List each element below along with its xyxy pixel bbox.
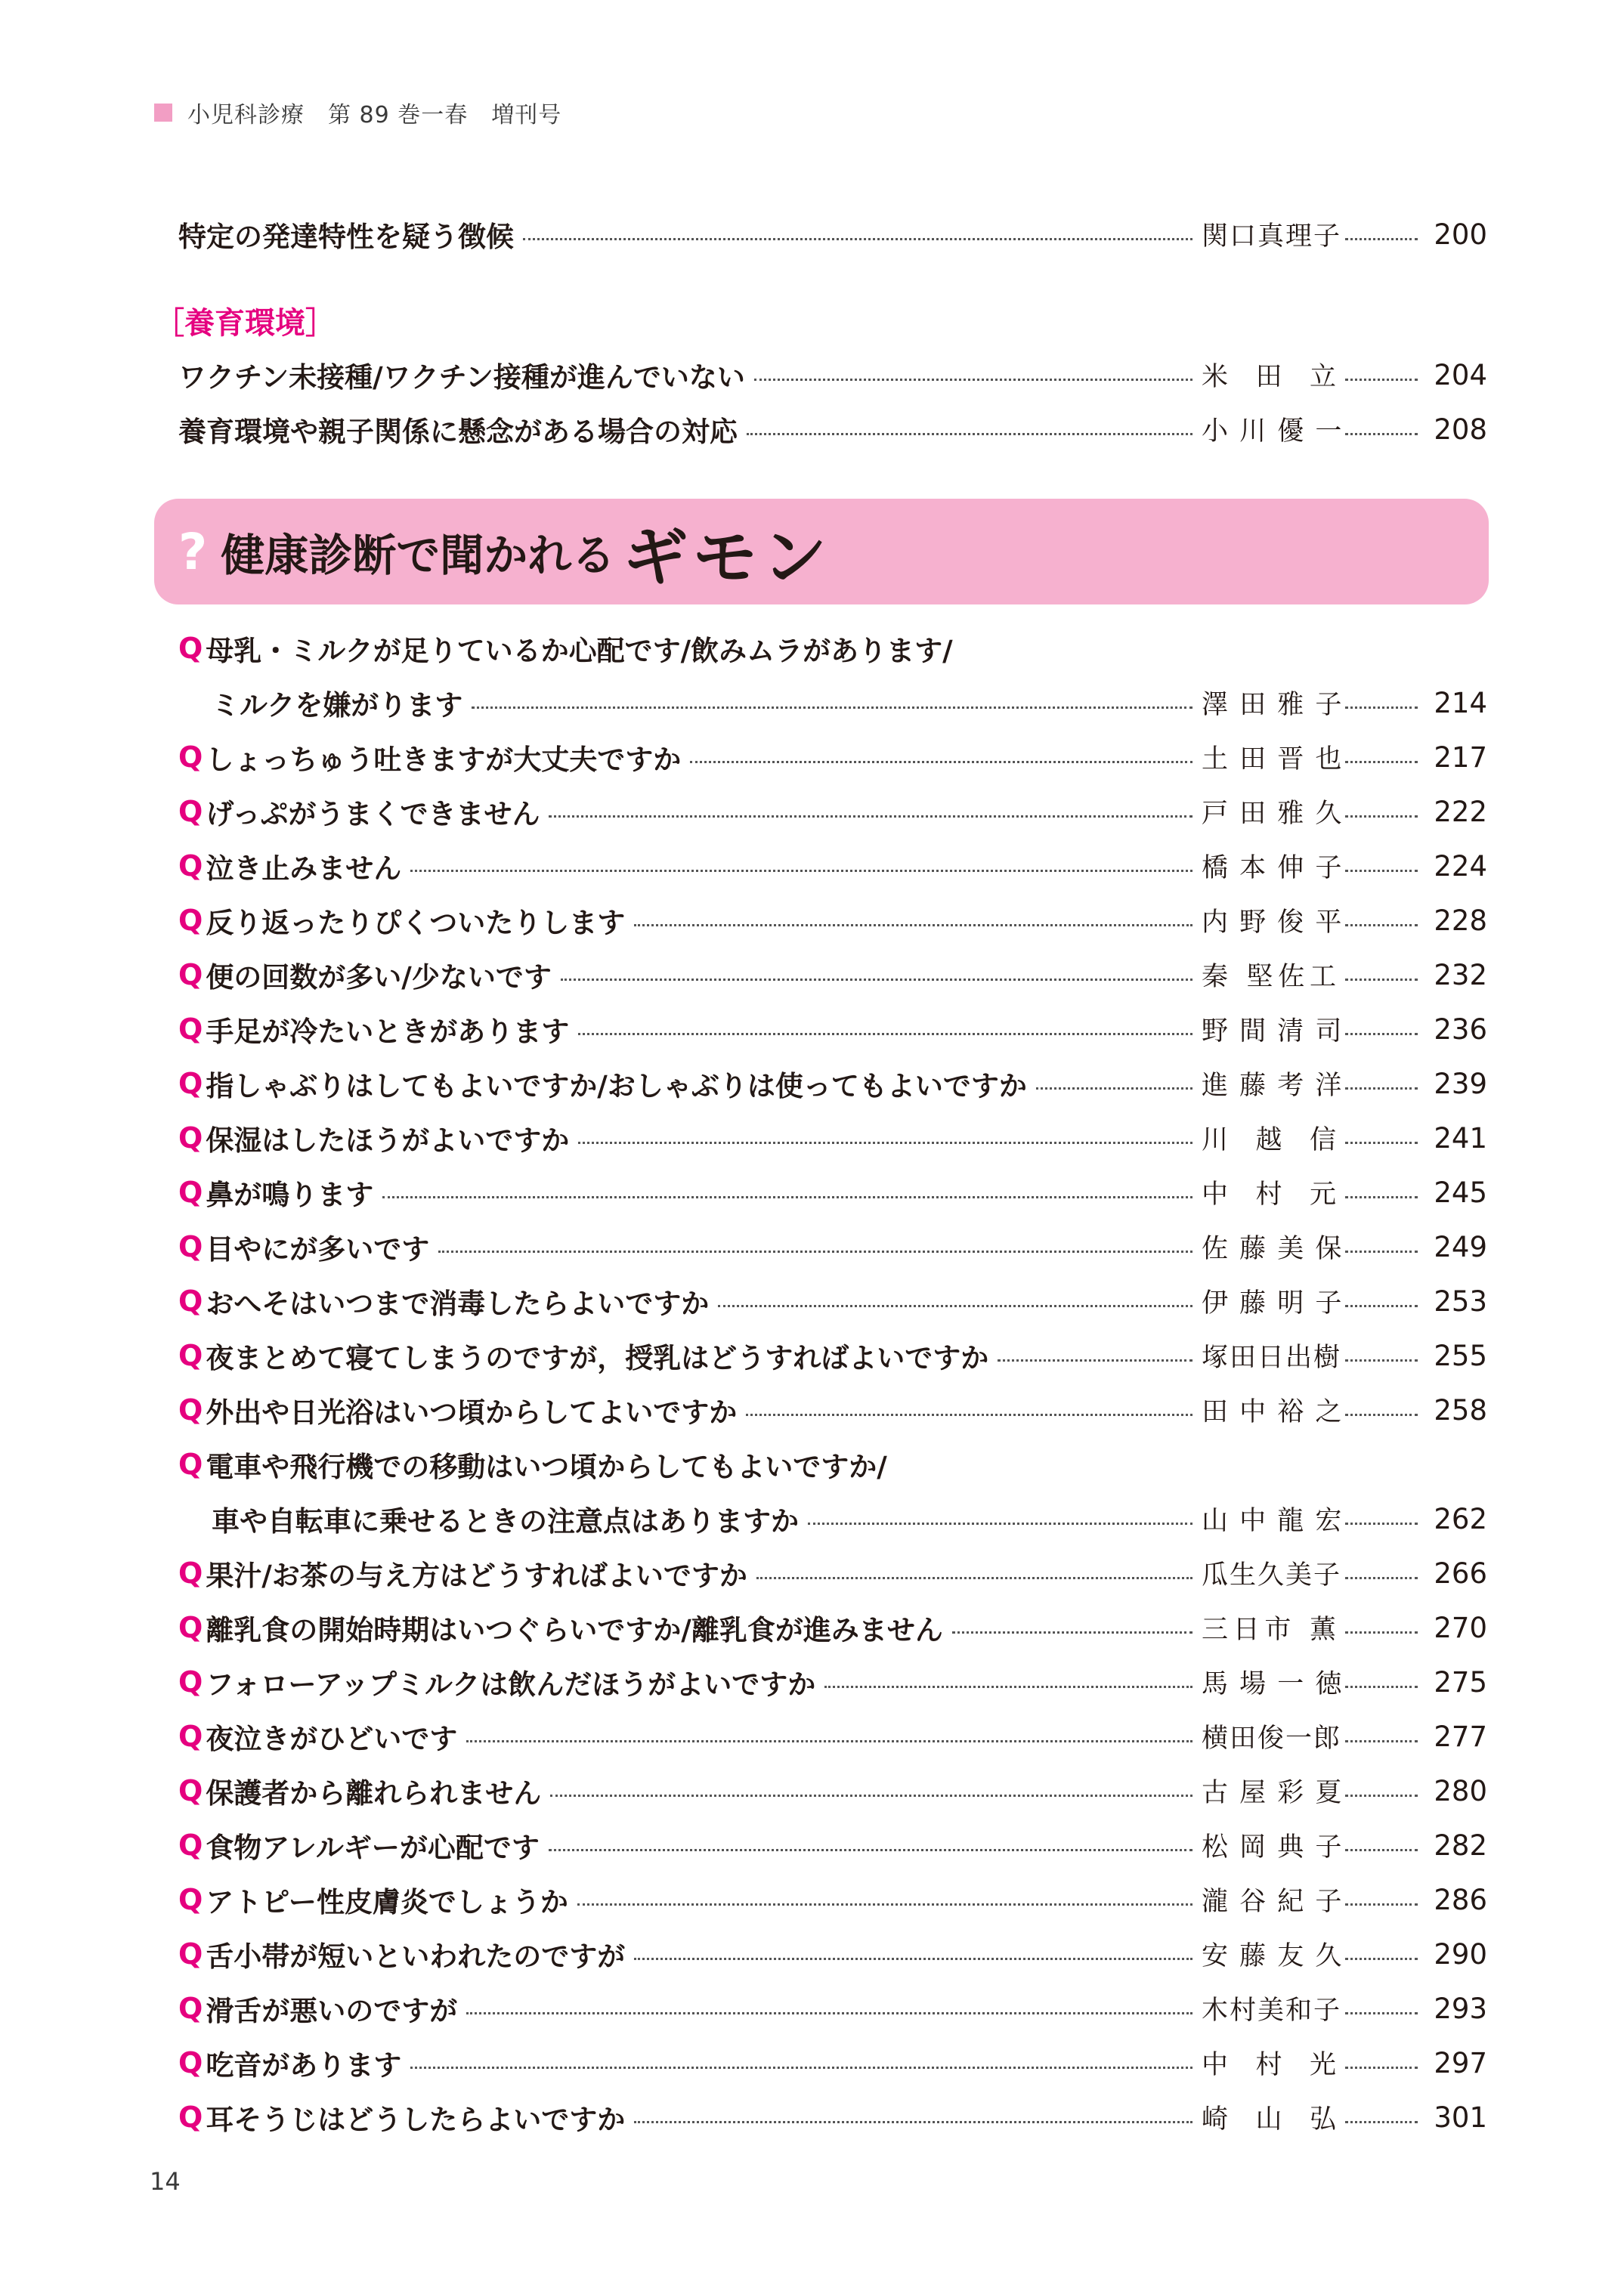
entry-title-line1: 母乳・ミルクが足りているか心配です/飲みムラがあります/ [206,635,953,667]
entry-page: 200 [1434,218,1487,251]
entry-title: 夜泣きがひどいです [206,1723,458,1755]
entry-page: 282 [1434,1829,1487,1862]
dot-leader [1345,924,1418,926]
entry-title: 食物アレルギーが心配です [206,1832,540,1864]
entry-page: 270 [1434,1611,1487,1644]
entry-title: 保護者から離れられません [206,1777,542,1810]
entry-page: 290 [1434,1937,1487,1971]
dot-leader [1345,1795,1418,1797]
dot-leader [1345,1740,1418,1742]
toc-entry[interactable] [178,2036,1487,2090]
entry-page: 262 [1434,1502,1487,1535]
q-marker: Q [178,1121,203,1155]
dot-leader [1345,1033,1418,1035]
toc-entry[interactable] [178,1655,1487,1709]
toc-entry[interactable] [178,1165,1487,1220]
dot-leader [1036,1087,1192,1090]
toc-entry[interactable] [178,1981,1487,2036]
q-marker: Q [178,1720,203,1753]
toc-entry[interactable] [178,948,1487,1002]
toc-entry[interactable] [178,1872,1487,1927]
dot-leader [1345,1414,1418,1416]
entry-title: 舌小帯が短いといわれたのですが [206,1940,626,1973]
toc-entry[interactable] [178,348,1487,402]
toc-entry[interactable] [178,1600,1487,1655]
entry-title: 夜まとめて寝てしまうのですが，授乳はどうすればよいですか [206,1342,989,1374]
toc-entry[interactable] [178,893,1487,948]
toc-entry[interactable] [178,1927,1487,1981]
dot-leader [1345,1087,1418,1090]
entry-author: 横田俊一郎 [1202,1724,1342,1754]
dot-leader [690,761,1192,763]
entry-author: 澤 田 雅 子 [1202,690,1344,720]
entry-author: 塚田日出樹 [1202,1343,1342,1373]
entry-title: 便の回数が多い/少ないです [206,961,552,994]
entry-author: 秦 堅佐工 [1202,962,1338,992]
entry-page: 224 [1434,849,1487,883]
dot-leader [1345,238,1418,240]
entry-title: 反り返ったりぴくついたりします [206,907,626,939]
q-marker: Q [178,904,203,937]
entry-page: 208 [1434,413,1487,446]
dot-leader [410,2067,1192,2069]
entry-page: 249 [1434,1230,1487,1263]
dot-leader [1345,1849,1418,1851]
toc-entry[interactable] [178,1002,1487,1056]
entry-page: 258 [1434,1393,1487,1427]
dot-leader [1345,2121,1418,2123]
q-marker: Q [178,1285,203,1318]
running-header [154,95,561,130]
entry-title: 外出や日光浴はいつ頃からしてよいですか [206,1396,738,1429]
entry-author: 三日市 薫 [1202,1615,1338,1645]
entry-title: 泣き止みません [206,852,402,885]
entry-author: 川 越 信 [1202,1125,1338,1155]
banner-title: 健康診断で聞かれる [221,530,616,581]
entry-page: 232 [1434,958,1487,991]
entry-author: 木村美和子 [1202,1996,1342,2026]
toc-entry[interactable] [178,1818,1487,1872]
dot-leader [1345,870,1418,872]
q-marker: Q [178,1013,203,1046]
dot-leader [1345,2012,1418,2014]
dot-leader [578,1142,1192,1144]
entry-author: 小 川 優 一 [1202,416,1344,447]
dot-leader [808,1523,1192,1525]
entry-author: 瀧 谷 紀 子 [1202,1887,1344,1917]
entry-page: 241 [1434,1121,1487,1155]
dot-leader [549,815,1192,818]
entry-page: 222 [1434,795,1487,828]
entry-author: 関口真理子 [1202,221,1342,252]
entry-author: 松 岡 典 子 [1202,1832,1344,1863]
dot-leader [550,1795,1192,1797]
entry-author: 戸 田 雅 久 [1202,799,1344,829]
dot-leader [466,2012,1192,2014]
toc-entry[interactable] [212,676,1487,730]
entry-title: 車や自転車に乗せるときの注意点はありますか [212,1505,799,1538]
toc-entry[interactable] [178,1111,1487,1165]
dot-leader [756,1577,1192,1579]
toc-entry[interactable] [178,2090,1487,2144]
entry-page: 236 [1434,1013,1487,1046]
entry-title: 耳そうじはどうしたらよいですか [206,2104,626,2136]
entry-title-line1: 電車や飛行機での移動はいつ頃からしてもよいですか/ [206,1451,887,1483]
dot-leader [578,1033,1192,1035]
toc-entry[interactable] [178,1220,1487,1274]
entry-title: 滑舌が悪いのですが [206,1995,458,2027]
q-marker: Q [178,740,203,774]
toc-entry[interactable] [178,839,1487,893]
q-marker: Q [178,795,203,828]
q-marker: Q [178,1393,203,1427]
dot-leader [746,1414,1192,1416]
dot-leader [1345,1903,1418,1906]
entry-page: 217 [1434,740,1487,774]
q-marker: Q [178,1448,203,1481]
entry-title: 果汁/お茶の与え方はどうすればよいですか [206,1560,747,1592]
toc-entry[interactable] [178,1328,1487,1383]
section-heading: ［養育環境］ [154,305,336,341]
entry-title: 鼻が鳴ります [206,1179,374,1211]
entry-page: 204 [1434,358,1487,391]
entry-page: 275 [1434,1665,1487,1699]
entry-author: 安 藤 友 久 [1202,1941,1344,1971]
q-marker: Q [178,632,203,665]
entry-title: 目やにが多いです [206,1233,430,1266]
dot-leader [1345,1631,1418,1634]
q-marker: Q [178,1339,203,1372]
entry-author: 進 藤 考 洋 [1202,1071,1344,1101]
entry-title: ミルクを嫌がります [212,689,463,722]
dot-leader [1345,1305,1418,1307]
entry-author: 橋 本 伸 子 [1202,853,1344,883]
entry-page: 280 [1434,1774,1487,1807]
dot-leader [1345,1142,1418,1144]
q-marker: Q [178,958,203,991]
dot-leader [718,1305,1192,1307]
entry-author: 山 中 龍 宏 [1202,1506,1344,1536]
entry-author: 中 村 光 [1202,2050,1338,2080]
entry-page: 301 [1434,2101,1487,2134]
dot-leader [466,1740,1192,1742]
toc-entry-line1[interactable] [178,621,1487,676]
dot-leader [634,924,1192,926]
entry-title: 吃音があります [206,2049,402,2082]
page-number: 14 [150,2167,181,2196]
dot-leader [472,706,1192,709]
toc-entry[interactable] [178,207,1487,261]
entry-page: 286 [1434,1883,1487,1916]
question-mark-icon: ? [178,522,208,581]
dot-leader [1345,1686,1418,1688]
dot-leader [1345,761,1418,763]
entry-page: 228 [1434,904,1487,937]
dot-leader [747,433,1192,435]
entry-page: 253 [1434,1285,1487,1318]
pink-square-icon [154,104,172,122]
entry-page: 255 [1434,1339,1487,1372]
dot-leader [1345,815,1418,818]
journal-title: 小児科診療 第 89 巻一春 増刊号 [187,102,562,128]
q-marker: Q [178,1611,203,1644]
entry-page: 277 [1434,1720,1487,1753]
dot-leader [1345,379,1418,381]
dot-leader [410,870,1192,872]
toc-entry[interactable] [178,730,1487,784]
entry-title: しょっちゅう吐きますが大丈夫ですか [206,744,682,776]
dot-leader [1345,1523,1418,1525]
entry-page: 297 [1434,2046,1487,2079]
dot-leader [634,2121,1192,2123]
dot-leader [1345,706,1418,709]
entry-title: 保湿はしたほうがよいですか [206,1124,570,1157]
q-marker: Q [178,1883,203,1916]
q-marker: Q [178,2101,203,2134]
entry-author: 馬 場 一 徳 [1202,1669,1344,1699]
entry-page: 239 [1434,1067,1487,1100]
entry-author: 内 野 俊 平 [1202,907,1344,938]
toc-entry[interactable] [178,1546,1487,1600]
entry-page: 214 [1434,686,1487,719]
entry-author: 古 屋 彩 夏 [1202,1778,1344,1808]
banner-title-emphasis: ギモン [623,520,832,595]
dot-leader [438,1251,1192,1253]
toc-entry[interactable] [178,1056,1487,1111]
dot-leader [1345,1958,1418,1960]
toc-entry[interactable] [178,784,1487,839]
q-marker: Q [178,1067,203,1100]
dot-leader [1345,979,1418,981]
dot-leader [549,1849,1192,1851]
entry-author: 伊 藤 明 子 [1202,1288,1344,1319]
dot-leader [634,1958,1192,1960]
q-marker: Q [178,1992,203,2025]
entry-author: 佐 藤 美 保 [1202,1234,1344,1264]
entry-title: 指しゃぶりはしてもよいですか/おしゃぶりは使ってもよいですか [206,1070,1027,1102]
q-marker: Q [178,1829,203,1862]
entry-author: 野 間 清 司 [1202,1016,1344,1047]
entry-title: 養育環境や親子関係に懸念がある場合の対応 [178,416,738,448]
q-marker: Q [178,849,203,883]
dot-leader [561,979,1192,981]
entry-page: 266 [1434,1557,1487,1590]
entry-title: 離乳食の開始時期はいつぐらいですか/離乳食が進みません [206,1614,943,1646]
dot-leader [1345,1577,1418,1579]
q-marker: Q [178,1774,203,1807]
entry-author: 中 村 元 [1202,1180,1338,1210]
entry-author: 土 田 晋 也 [1202,744,1344,774]
entry-page: 245 [1434,1176,1487,1209]
entry-author: 崎 山 弘 [1202,2104,1338,2135]
toc-entry[interactable] [178,1709,1487,1764]
toc-entry-line1[interactable] [178,1437,1487,1492]
dot-leader [577,1903,1192,1906]
q-marker: Q [178,1230,203,1263]
section-banner [154,499,1489,604]
entry-title: げっぷがうまくできません [206,798,540,830]
entry-page: 293 [1434,1992,1487,2025]
entry-author: 瓜生久美子 [1202,1560,1342,1591]
toc-entry[interactable] [178,1383,1487,1437]
entry-author: 米 田 立 [1202,362,1338,392]
q-marker: Q [178,2046,203,2079]
dot-leader [382,1196,1192,1198]
toc-entry[interactable] [178,1764,1487,1818]
toc-entry[interactable] [212,1492,1487,1546]
dot-leader [1345,2067,1418,2069]
dot-leader [1345,1251,1418,1253]
dot-leader [998,1359,1192,1362]
q-marker: Q [178,1557,203,1590]
toc-entry[interactable] [178,402,1487,456]
toc-entry[interactable] [178,1274,1487,1328]
entry-title: ワクチン未接種/ワクチン接種が進んでいない [178,361,745,394]
entry-title: フォローアップミルクは飲んだほうがよいですか [206,1668,816,1701]
dot-leader [1345,1196,1418,1198]
dot-leader [1345,1359,1418,1362]
entry-title: おへそはいつまで消毒したらよいですか [206,1288,710,1320]
dot-leader [824,1686,1192,1688]
dot-leader [754,379,1192,381]
q-marker: Q [178,1937,203,1971]
entry-title: 手足が冷たいときがあります [206,1016,570,1048]
entry-title: 特定の発達特性を疑う徴候 [178,221,514,253]
entry-title: アトピー性皮膚炎でしょうか [206,1886,568,1918]
q-marker: Q [178,1176,203,1209]
dot-leader [523,238,1192,240]
dot-leader [952,1631,1192,1634]
dot-leader [1345,433,1418,435]
q-marker: Q [178,1665,203,1699]
entry-author: 田 中 裕 之 [1202,1397,1344,1427]
